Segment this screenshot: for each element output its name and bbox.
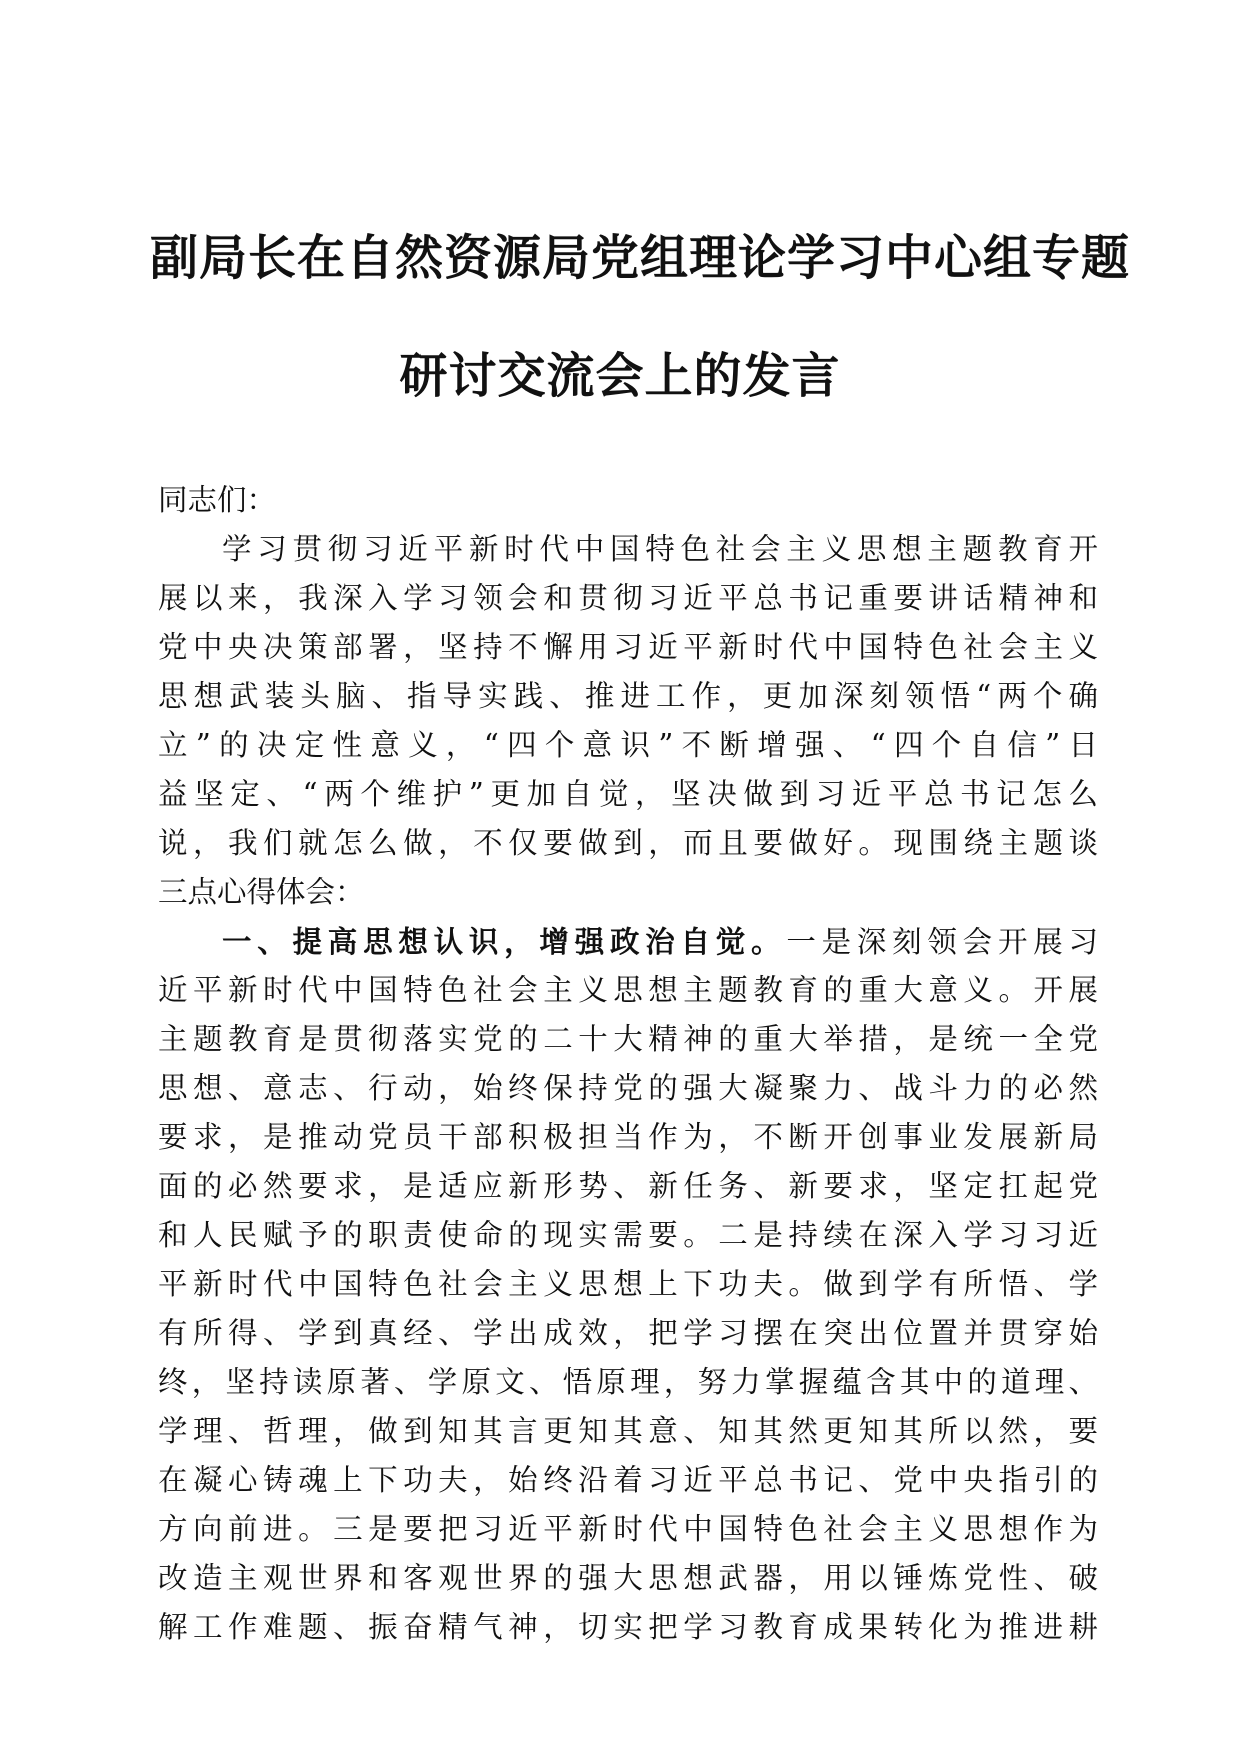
intro-paragraph	[158, 525, 1098, 917]
paragraph-line: 要求，是推动党员干部积极担当作为，不断开创事业发展新局	[158, 1120, 1098, 1154]
section-1-first-line	[158, 917, 1098, 966]
paragraph-line: 思想、意志、行动，始终保持党的强大凝聚力、战斗力的必然	[158, 1071, 1098, 1105]
salutation: 同志们：	[158, 483, 277, 517]
paragraph-line: 益坚定、“两个维护”更加自觉，坚决做到习近平总书记怎么	[158, 777, 1098, 811]
paragraph-line: 解工作难题、振奋精气神，切实把学习教育成果转化为推进耕	[158, 1610, 1098, 1644]
paragraph-line: 改造主观世界和客观世界的强大思想武器，用以锤炼党性、破	[158, 1561, 1098, 1595]
section-1-paragraph	[158, 917, 1098, 1652]
paragraph-line: 平新时代中国特色社会主义思想上下功夫。做到学有所悟、学	[158, 1267, 1098, 1301]
paragraph-line: 面的必然要求，是适应新形势、新任务、新要求，坚定扛起党	[158, 1169, 1098, 1203]
document-title-line-2: 研讨交流会上的发言	[399, 348, 841, 404]
paragraph-line: 在凝心铸魂上下功夫，始终沿着习近平总书记、党中央指引的	[158, 1463, 1098, 1497]
paragraph-line: 和人民赋予的职责使命的现实需要。二是持续在深入学习习近	[158, 1218, 1098, 1252]
document-title-line-1: 副局长在自然资源局党组理论学习中心组专题	[150, 230, 1131, 286]
paragraph-line: 主题教育是贯彻落实党的二十大精神的重大举措，是统一全党	[158, 1022, 1098, 1056]
section-1-heading: 一、提高思想认识，增强政治自觉。	[222, 924, 787, 959]
paragraph-line: 方向前进。三是要把习近平新时代中国特色社会主义思想作为	[158, 1512, 1098, 1546]
paragraph-line: 有所得、学到真经、学出成效，把学习摆在突出位置并贯穿始	[158, 1316, 1098, 1350]
paragraph-line: 立”的决定性意义，“四个意识”不断增强、“四个自信”日	[158, 728, 1098, 762]
paragraph-line: 近平新时代中国特色社会主义思想主题教育的重大意义。开展	[158, 973, 1098, 1007]
paragraph-line: 说，我们就怎么做，不仅要做到，而且要做好。现围绕主题谈	[158, 826, 1098, 860]
paragraph-line: 三点心得体会：	[158, 875, 365, 909]
paragraph-line: 学习贯彻习近平新时代中国特色社会主义思想主题教育开	[222, 532, 1098, 566]
paragraph-line: 展以来，我深入学习领会和贯彻习近平总书记重要讲话精神和	[158, 581, 1098, 615]
document-body	[158, 476, 1098, 1652]
paragraph-line: 终，坚持读原著、学原文、悟原理，努力掌握蕴含其中的道理、	[158, 1365, 1098, 1399]
paragraph-line: 思想武装头脑、指导实践、推进工作，更加深刻领悟“两个确	[158, 679, 1098, 713]
paragraph-line: 学理、哲理，做到知其言更知其意、知其然更知其所以然，要	[158, 1414, 1098, 1448]
section-1-first-line-text: 一是深刻领会开展习	[786, 925, 1098, 959]
paragraph-line: 党中央决策部署，坚持不懈用习近平新时代中国特色社会主义	[158, 630, 1098, 664]
